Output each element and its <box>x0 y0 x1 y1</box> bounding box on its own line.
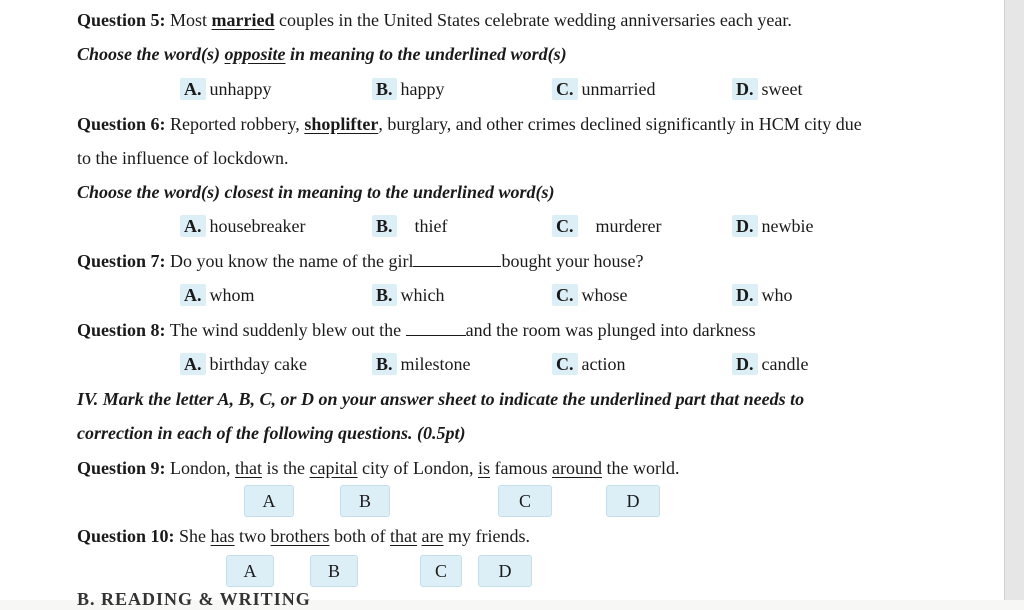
question-6-label: Question 6: <box>77 114 166 134</box>
underlined-word: shoplifter <box>304 114 379 134</box>
question-5-instruction: Choose the word(s) opposite in meaning to the underlined word(s) <box>77 44 567 64</box>
underlined-word: married <box>211 10 275 30</box>
q9-answer-b[interactable]: B <box>340 485 390 517</box>
q9-answer-a[interactable]: A <box>244 485 294 517</box>
question-9-label: Question 9: <box>77 458 166 478</box>
q6-option-b[interactable]: B. thief <box>372 215 448 237</box>
section-4-heading-continued: correction in each of the following questions. (0.5pt) <box>77 423 466 443</box>
q8-option-c[interactable]: C. action <box>552 353 625 375</box>
q7-option-c[interactable]: C. whose <box>552 284 628 306</box>
question-6-continued: to the influence of lockdown. <box>77 148 289 168</box>
q5-option-b[interactable]: B. happy <box>372 78 445 100</box>
q7-option-d[interactable]: D. who <box>732 284 793 306</box>
question-9: Question 9: London, that is the capital city of London, is famous around the world. <box>77 458 680 478</box>
q7-option-a[interactable]: A. whom <box>180 284 255 306</box>
question-8-label: Question 8: <box>77 320 166 340</box>
question-5: Question 5: Most married couples in the United States celebrate wedding anniversaries each year. <box>77 10 792 30</box>
question-6: Question 6: Reported robbery, shoplifter, burglary, and other crimes declined significantly in HCM city due <box>77 114 862 134</box>
q10-answer-c[interactable]: C <box>420 555 462 587</box>
next-section-heading: B. READING & WRITING <box>77 589 311 609</box>
window-edge <box>1004 0 1024 600</box>
q8-option-b[interactable]: B. milestone <box>372 353 471 375</box>
q10-answer-d[interactable]: D <box>478 555 532 587</box>
q5-option-c[interactable]: C. unmarried <box>552 78 655 100</box>
q5-option-a[interactable]: A. unhappy <box>180 78 272 100</box>
q10-answer-b[interactable]: B <box>310 555 358 587</box>
q6-option-c[interactable]: C. murderer <box>552 215 661 237</box>
answer-blank <box>406 319 466 336</box>
q9-answer-c[interactable]: C <box>498 485 552 517</box>
q6-option-a[interactable]: A. housebreaker <box>180 215 305 237</box>
q8-option-d[interactable]: D. candle <box>732 353 808 375</box>
question-8: Question 8: The wind suddenly blew out the and the room was plunged into darkness <box>77 320 756 340</box>
question-7: Question 7: Do you know the name of the girl bought your house? <box>77 251 644 271</box>
question-10: Question 10: She has two brothers both of that are my friends. <box>77 526 530 546</box>
question-10-label: Question 10: <box>77 526 175 546</box>
q7-option-b[interactable]: B. which <box>372 284 445 306</box>
question-5-label: Question 5: <box>77 10 166 30</box>
question-7-label: Question 7: <box>77 251 166 271</box>
question-6-instruction: Choose the word(s) closest in meaning to the underlined word(s) <box>77 182 555 202</box>
q9-answer-d[interactable]: D <box>606 485 660 517</box>
q5-option-d[interactable]: D. sweet <box>732 78 802 100</box>
q6-option-d[interactable]: D. newbie <box>732 215 813 237</box>
section-4-heading: IV. Mark the letter A, B, C, or D on your answer sheet to indicate the underlined part that needs to <box>77 389 805 409</box>
answer-blank <box>413 250 501 267</box>
q10-answer-a[interactable]: A <box>226 555 274 587</box>
q8-option-a[interactable]: A. birthday cake <box>180 353 307 375</box>
